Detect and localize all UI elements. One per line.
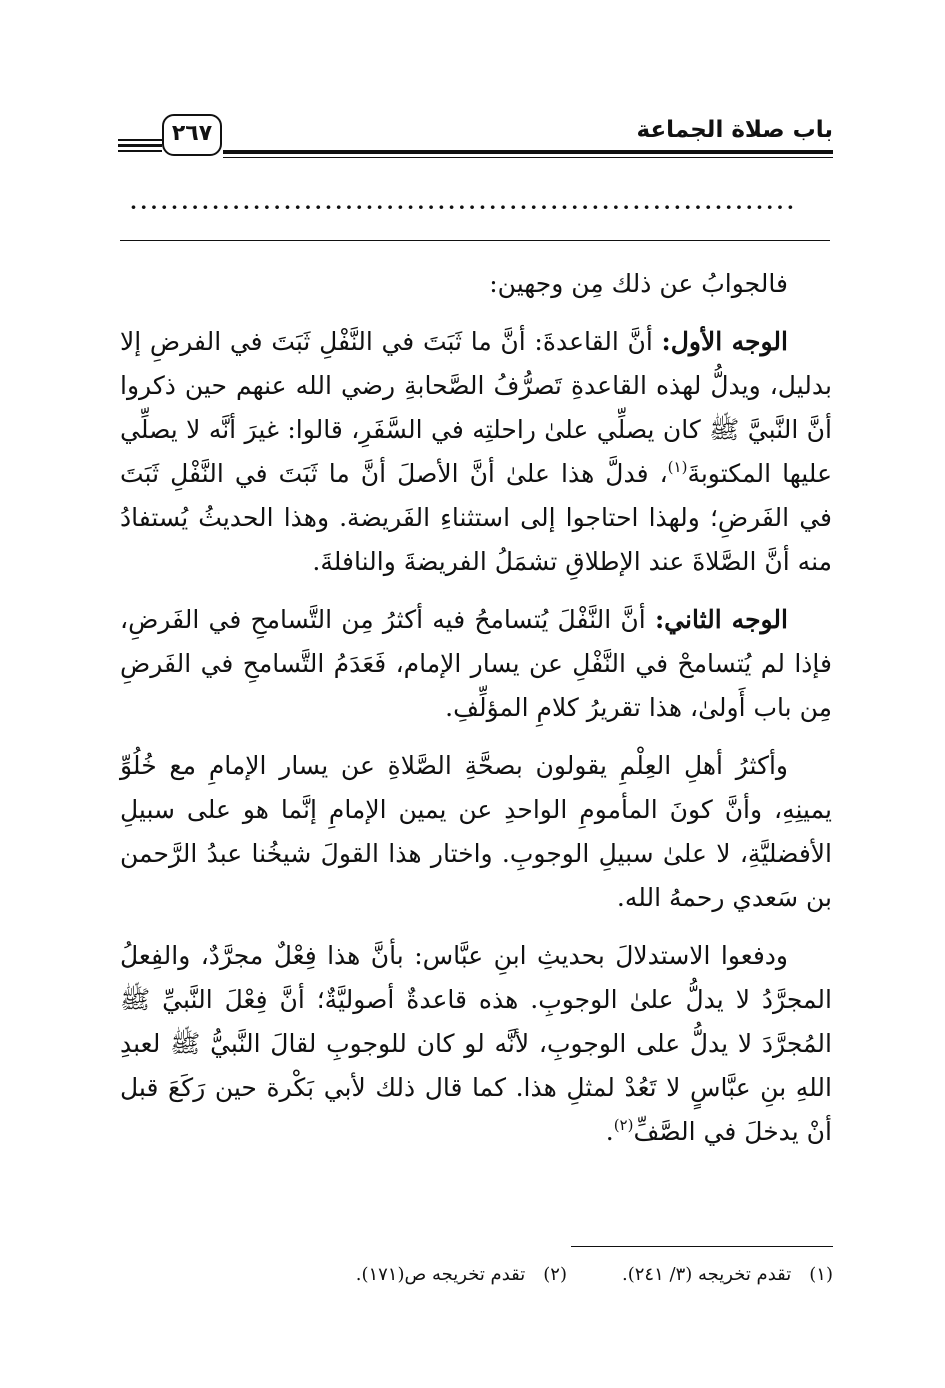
footnote-ref-1[interactable]: (١) [667,458,688,476]
page-number: ٢٦٧ [162,114,222,156]
intro-paragraph: فالجوابُ عن ذلك مِن وجهين: [489,269,788,298]
footnote-number: (١) [809,1264,833,1285]
first-aspect-text-a: أنَّ القاعدةَ: أنَّ ما ثَبَتَ في النَّفْلِ ثَبَتَ في الفرضِ إلا بدليل، ويدلُّ لهذه القاعدةِ تَصرُّفُ الصَّحابةِ رضي الله عنهم حين ذكروا أنَّ النَّبيَّ ﷺ كان يصلِّي علىٰ راحلتِه في السَّفَرِ، قالوا: غيرَ أنَّه لا يصلِّي عليها المكتوبةَ [120,327,833,488]
refutation-text-b: . [605,1117,614,1146]
dotted-separator: ································································· [130,196,798,218]
first-aspect-label: الوجه الأول: [661,327,788,356]
footnotes [193,1262,833,1288]
header-rule-thick [223,150,833,154]
second-aspect-label: الوجه الثاني: [654,605,788,634]
footnote-number: (٢) [543,1264,567,1285]
header-left-rule [118,139,162,141]
refutation-text-a: ودفعوا الاستدلالَ بحديثِ ابنِ عبَّاس: بأنَّ هذا فِعْلٌ مجرَّدٌ، والفِعلُ المجرَّدُ لا يدلُّ علىٰ الوجوبِ. هذه قاعدةٌ أصوليَّةٌ؛ أنَّ فِعْلَ النَّبيِّ ﷺ المُجرَّدَ لا يدلُّ على الوجوبِ، لأنَّه لو كان للوجوبِ لقالَ النَّبيُّ ﷺ لعبدِ اللهِ بنِ عبَّاسٍ لا تَعُدْ لمثلِ هذا. كما قال ذلك لأبي بَكْرة حين رَكَعَ قبل أنْ يدخلَ في الصَّفِّ [120,941,832,1146]
header-divider [120,240,830,241]
header-left-rule [118,150,162,152]
paragraph-scholars: وأكثرُ أهلِ العِلْمِ يقولون بصحَّةِ الصَّلاةِ عن يسار الإمامِ مع خُلُوِّ يمينِهِ، وأنَّ كونَ المأمومِ الواحدِ عن يمين الإمامِ إنَّما هو على سبيلِ الأفضليَّةِ، لا علىٰ سبيلِ الوجوبِ. واختار هذا القولَ شيخُنا عبدُ الرَّحمن بن سَعدي رحمهُ الله. [120,751,832,912]
paragraph-first-aspect [120,320,832,584]
footnote-text: تقدم تخريجه (٣/ ٢٤١). [622,1264,792,1285]
paragraph-second-aspect [120,598,832,730]
footnote-ref-2[interactable]: (٢) [613,1116,634,1134]
second-aspect-text: أنَّ النَّفْلَ يُتسامحُ فيه أكثرُ مِن التَّسامحِ في الفَرضِ، فإذا لم يُتسامحْ في النَّفْلِ عن يسار الإمام، فَعَدَمُ التَّسامحِ في الفَرضِ مِن باب أَولىٰ، هذا تقريرُ كلامِ المؤلِّفِ. [120,605,832,722]
main-text [120,262,832,1154]
paragraph-refutation [120,934,832,1154]
footnote-text: تقدم تخريجه ص(١٧١). [355,1264,526,1285]
chapter-title: باب صلاة الجماعة [636,117,833,143]
header-left-rule [118,144,162,147]
footnote-divider [571,1246,833,1247]
first-aspect-text-b: ، فدلَّ هذا علىٰ أنَّ الأصلَ أنَّ ما ثَبَتَ في النَّفْلِ ثَبَتَ في الفَرضِ؛ ولهذا احتاجوا إلى استثناءِ الفَريضة. وهذا الحديثُ يُستفادُ منه أنَّ الصَّلاةَ عند الإطلاقِ تشمَلُ الفريضةَ والنافلةَ. [120,459,832,576]
header-rule-thin [223,157,833,158]
footnote-1 [622,1262,833,1288]
page-header [118,108,833,164]
footnote-2 [356,1262,567,1288]
